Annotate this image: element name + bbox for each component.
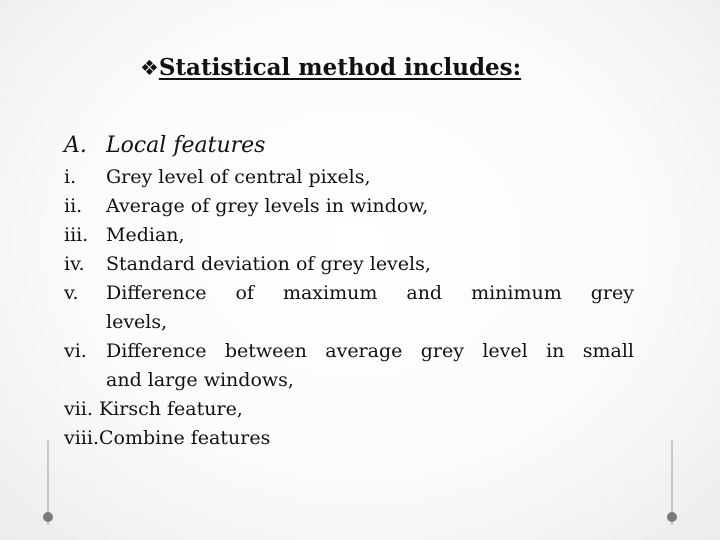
list-item-text: Average of grey levels in window, (106, 195, 429, 217)
list-item-continuation (64, 366, 634, 395)
list-item (64, 163, 634, 192)
feature-list (64, 129, 634, 453)
section-label: Local features (106, 133, 266, 158)
list-item (64, 250, 634, 279)
list-item-continuation (64, 308, 634, 337)
list-item-text: Combine features (99, 427, 271, 449)
section-heading (64, 129, 634, 163)
list-item-marker: vi. (64, 340, 87, 362)
list-item-text: Standard deviation of grey levels, (106, 253, 431, 275)
list-item-text: Difference of maximum and minimum grey (106, 282, 634, 304)
list-item-marker: vii. (64, 398, 93, 420)
decorative-dot-left (43, 512, 53, 522)
section-marker: A. (64, 133, 87, 158)
title-text: Statistical method includes: (158, 54, 522, 81)
list-item (64, 395, 634, 424)
decorative-dot-right (667, 512, 677, 522)
list-item-text: Kirsch feature, (98, 398, 243, 420)
list-item (64, 337, 634, 366)
list-item-text: Median, (106, 224, 185, 246)
list-item-text: levels, (106, 311, 168, 333)
list-item (64, 192, 634, 221)
list-item-marker: viii. (64, 427, 100, 449)
list-item-text: Difference between average grey level in small (106, 340, 634, 362)
list-item-marker: i. (64, 166, 77, 188)
list-item-marker: iii. (64, 224, 89, 246)
diamond-bullet-icon: ❖ (140, 56, 159, 80)
list-item (64, 279, 634, 308)
list-item-text: and large windows, (106, 369, 294, 391)
list-item-text: Grey level of central pixels, (106, 166, 371, 188)
slide-title (140, 54, 521, 81)
list-item (64, 221, 634, 250)
list-item-marker: ii. (64, 195, 83, 217)
list-item-marker: v. (64, 282, 79, 304)
list-item (64, 424, 634, 453)
list-item-marker: iv. (64, 253, 85, 275)
